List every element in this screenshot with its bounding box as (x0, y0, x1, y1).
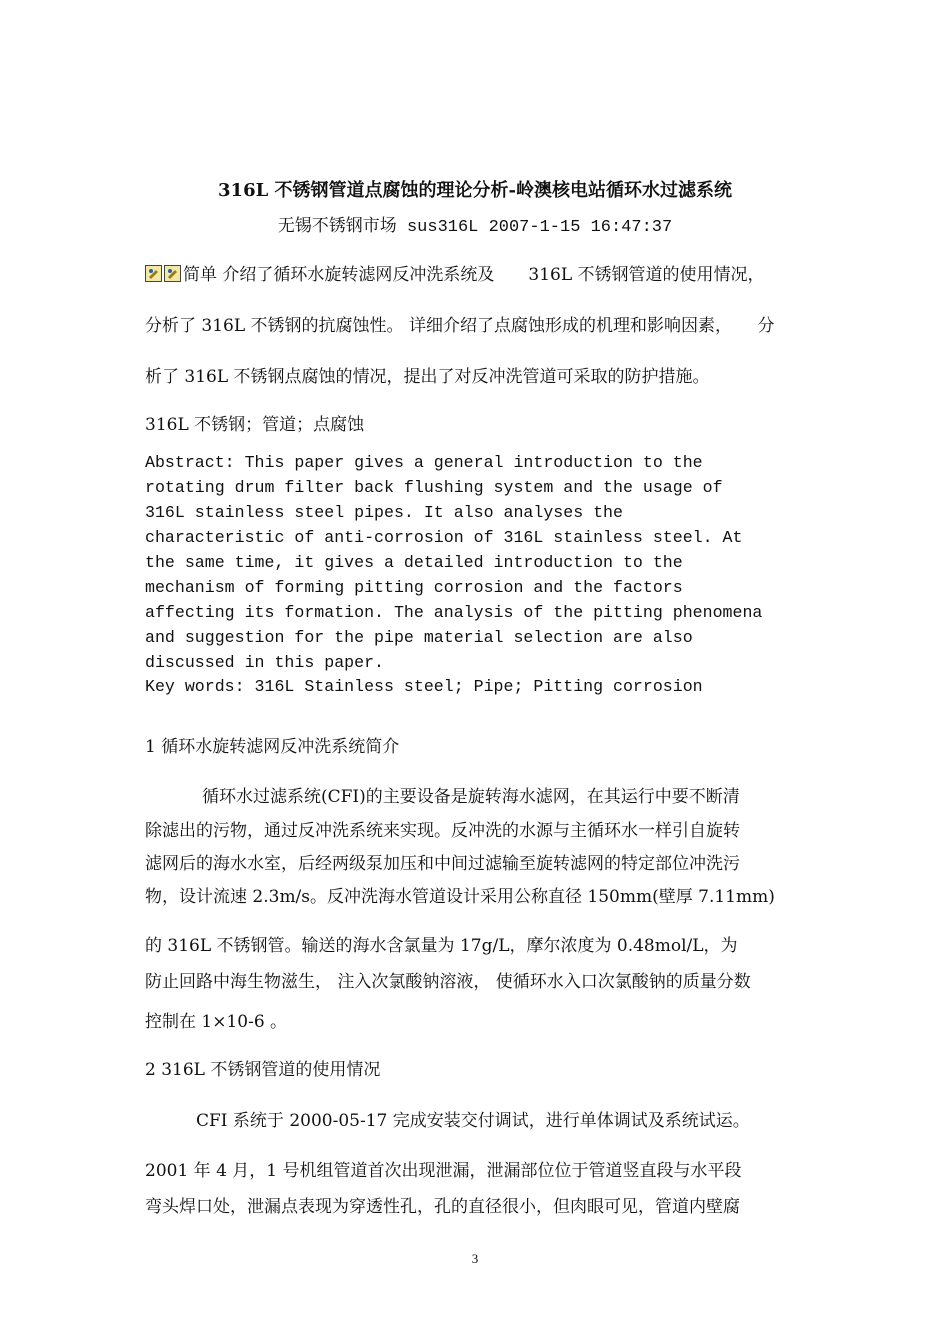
abstract-line: 316L stainless steel pipes. It also analyses the (145, 503, 623, 522)
body-line: 物，设计流速 2.3m/s。反冲洗海水管道设计采用公称直径 150mm(壁厚 7.11mm) (145, 887, 775, 907)
document-title: 316L 不锈钢管道点腐蚀的理论分析-岭澳核电站循环水过滤系统 (218, 180, 732, 201)
body-line: 弯头焊口处，泄漏点表现为穿透性孔，孔的直径很小，但肉眼可见，管道内壁腐 (145, 1197, 740, 1217)
section-heading: 2 316L 不锈钢管道的使用情况 (145, 1060, 381, 1080)
abstract-line: mechanism of forming pitting corrosion and the factors (145, 578, 683, 597)
section-heading: 1 循环水旋转滤网反冲洗系统简介 (145, 737, 400, 757)
body-line: 除滤出的污物，通过反冲洗系统来实现。反冲洗的水源与主循环水一样引自旋转 (145, 821, 740, 841)
abstract-line: affecting its formation. The analysis of the pitting phenomena (145, 603, 763, 622)
document-subtitle: 无锡不锈钢市场 sus316L 2007-1-15 16:47:37 (277, 218, 673, 237)
body-line: 循环水过滤系统(CFI)的主要设备是旋转海水滤网，在其运行中要不断清 (202, 787, 740, 807)
body-line: 防止回路中海生物滋生， 注入次氯酸钠溶液， 使循环水入口次氯酸钠的质量分数 (145, 972, 751, 992)
summary-line: 分析了 316L 不锈钢的抗腐蚀性。 详细介绍了点腐蚀形成的机理和影响因素， 分 (145, 316, 775, 336)
icon-group (145, 265, 181, 282)
abstract-line: and suggestion for the pipe material selection are also (145, 628, 693, 647)
body-line: 的 316L 不锈钢管。输送的海水含氯量为 17g/L，摩尔浓度为 0.48mol/L，为 (145, 936, 738, 956)
abstract-line: discussed in this paper. (145, 653, 384, 672)
note-icon (164, 265, 181, 282)
body-line: 2001 年 4 月，1 号机组管道首次出现泄漏，泄漏部位位于管道竖直段与水平段 (145, 1161, 742, 1181)
keywords-en: Key words: 316L Stainless steel; Pipe; Pitting corrosion (145, 677, 703, 696)
summary-line: 析了 316L 不锈钢点腐蚀的情况，提出了对反冲洗管道可采取的防护措施。 (145, 367, 710, 387)
abstract-line: Abstract: This paper gives a general introduction to the (145, 453, 703, 472)
summary-line: 简单 介绍了循环水旋转滤网反冲洗系统及 316L 不锈钢管道的使用情况， (183, 265, 765, 285)
note-icon (145, 265, 162, 282)
body-line: 滤网后的海水水室，后经两级泵加压和中间过滤输至旋转滤网的特定部位冲洗污 (145, 854, 740, 874)
keywords-cn: 316L 不锈钢；管道；点腐蚀 (145, 415, 365, 435)
body-line: CFI 系统于 2000-05-17 完成安装交付调试，进行单体调试及系统试运。 (196, 1111, 750, 1131)
abstract-line: rotating drum filter back flushing system and the usage of (145, 478, 723, 497)
body-line: 控制在 1×10-6 。 (145, 1012, 288, 1032)
page-number: 3 (471, 1251, 479, 1266)
abstract-line: the same time, it gives a detailed introduction to the (145, 553, 683, 572)
abstract-line: characteristic of anti-corrosion of 316L stainless steel. At (145, 528, 743, 547)
